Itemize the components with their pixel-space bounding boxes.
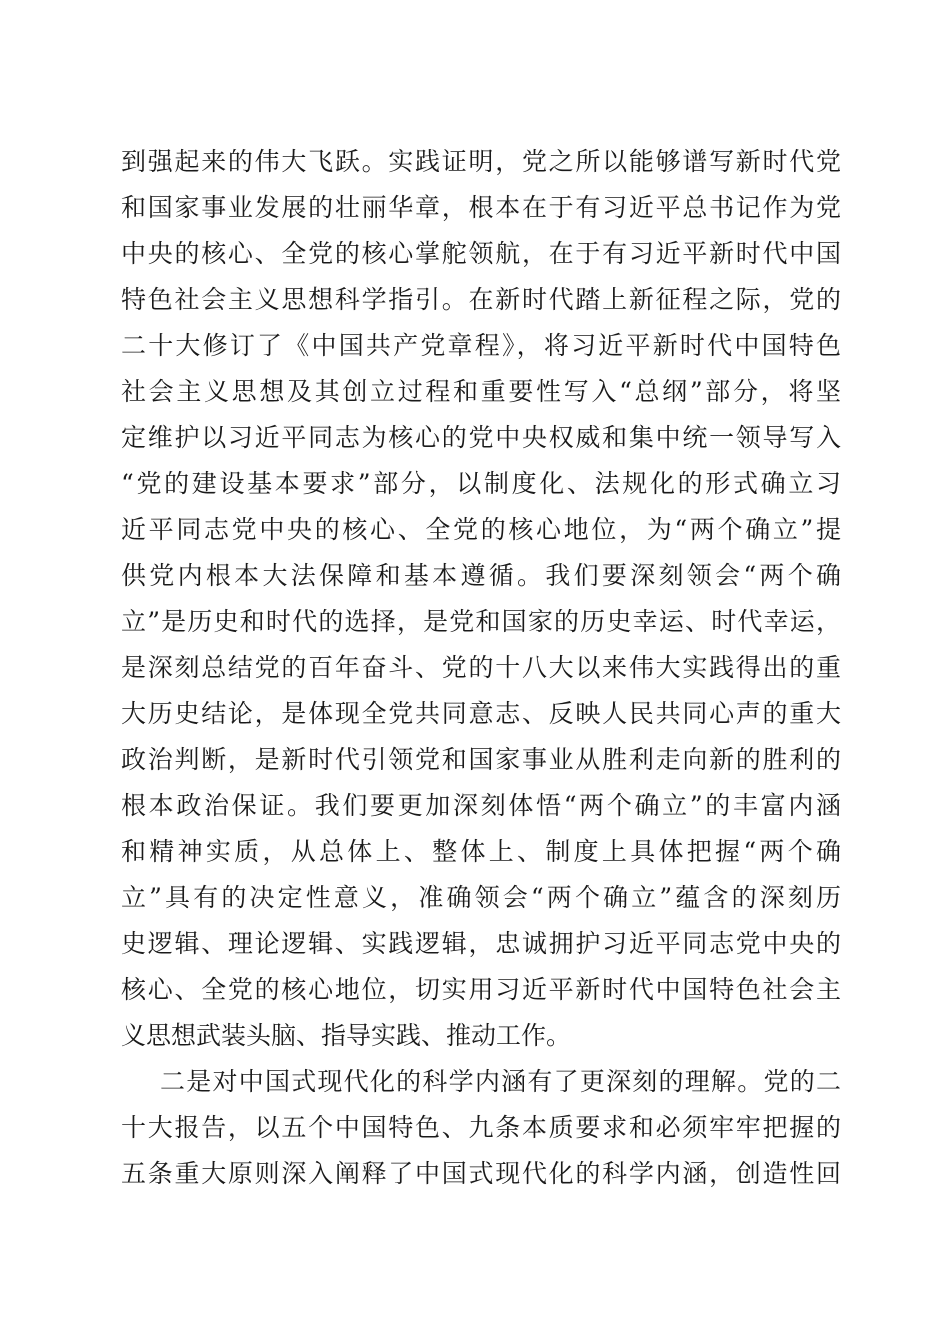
paragraph-line: 十大报告，以五个中国特色、九条本质要求和必须牢牢把握的 [121, 1113, 841, 1142]
paragraph-line: 大历史结论，是体现全党共同意志、反映人民共同心声的重大 [121, 699, 841, 728]
paragraph-line: 立”具有的决定性意义，准确领会“两个确立”蕴含的深刻历 [121, 883, 841, 912]
paragraph-line: 二是对中国式现代化的科学内涵有了更深刻的理解。党的二 [160, 1067, 841, 1096]
paragraph-line: 中央的核心、全党的核心掌舵领航，在于有习近平新时代中国 [121, 239, 841, 268]
paragraph-line: 二十大修订了《中国共产党章程》，将习近平新时代中国特色 [121, 331, 841, 360]
paragraph-line: 根本政治保证。我们要更加深刻体悟“两个确立”的丰富内涵 [121, 791, 841, 820]
paragraph-line: 史逻辑、理论逻辑、实践逻辑，忠诚拥护习近平同志党中央的 [121, 929, 841, 958]
paragraph-line: 定维护以习近平同志为核心的党中央权威和集中统一领导写入 [121, 423, 841, 452]
paragraph-line: 特色社会主义思想科学指引。在新时代踏上新征程之际，党的 [121, 285, 841, 314]
paragraph-line: 近平同志党中央的核心、全党的核心地位，为“两个确立”提 [121, 515, 841, 544]
paragraph-line: 五条重大原则深入阐释了中国式现代化的科学内涵，创造性回 [121, 1159, 841, 1188]
paragraph-line: 和精神实质，从总体上、整体上、制度上具体把握“两个确 [121, 837, 841, 866]
paragraph-line: 供党内根本大法保障和基本遵循。我们要深刻领会“两个确 [121, 561, 841, 590]
paragraph-line: 义思想武装头脑、指导实践、推动工作。 [121, 1021, 572, 1050]
paragraph-line: 和国家事业发展的壮丽华章，根本在于有习近平总书记作为党 [121, 193, 841, 222]
paragraph-line: 是深刻总结党的百年奋斗、党的十八大以来伟大实践得出的重 [121, 653, 841, 682]
paragraph-line: 到强起来的伟大飞跃。实践证明，党之所以能够谱写新时代党 [121, 147, 841, 176]
paragraph-line: 政治判断，是新时代引领党和国家事业从胜利走向新的胜利的 [121, 745, 841, 774]
paragraph-line: 立”是历史和时代的选择，是党和国家的历史幸运、时代幸运， [121, 607, 841, 636]
paragraph-line: 社会主义思想及其创立过程和重要性写入“总纲”部分，将坚 [121, 377, 841, 406]
paragraph-line: 核心、全党的核心地位，切实用习近平新时代中国特色社会主 [121, 975, 841, 1004]
paragraph-line: “党的建设基本要求”部分，以制度化、法规化的形式确立习 [121, 469, 841, 498]
